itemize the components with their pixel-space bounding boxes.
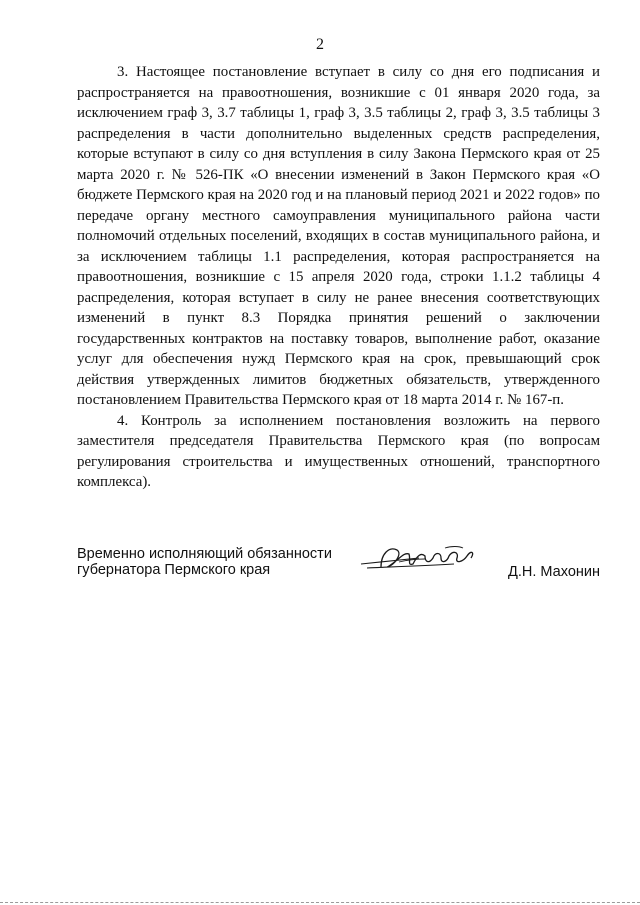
page-bottom-edge (0, 902, 640, 903)
handwritten-signature (359, 540, 479, 576)
paragraph-3: 3. Настоящее постановление вступает в силу со дня его подписания и распространяется на правоотношения, возникшие с 01 января 2020 года, за исключением граф 3, 3.7 таблицы 1, граф 3, 3.5 таблицы 2, граф 3, 3.5 таблицы 3 распределения в части дополнительно выделенных средств распределения, которые вступают в силу со дня вступления в силу Закона Пермского края от 25 марта 2020 г. № 526-ПК «О внесении изменений в Закон Пермского края «О бюджете Пермского края на 2020 год и на плановый период 2021 и 2022 годов» по передаче органу местного самоуправления муниципального района части полномочий отдельных поселений, входящих в состав муниципального района, и за исключением таблицы 1.1 распределения, которая распространяется на правоотношения, возникшие с 15 апреля 2020 года, строки 1.1.2 таблицы 4 распределения, которая вступает в силу не ранее внесения соответствующих изменений в пункт 8.3 Порядка принятия решений о заключении государственных контрактов на поставку товаров, выполнение работ, оказание услуг для обеспечения нужд Пермского края на срок, превышающий срок действия утвержденных лимитов бюджетных обязательств, утвержденного постановлением Правительства Пермского края от 18 марта 2014 г. № 167-п. (77, 64, 600, 408)
paragraph-4: 4. Контроль за исполнением постановления возложить на первого заместителя председателя Правительства Пермского края (по вопросам регулирования строительства и имущественных отношений, транспортного комплекса). (77, 412, 600, 490)
page-number: 2 (316, 36, 324, 53)
signature-block (77, 546, 600, 586)
document-body (77, 62, 600, 493)
signer-position: Временно исполняющий обязанности губернатора Пермского края (77, 546, 332, 578)
signer-name: Д.Н. Махонин (508, 564, 600, 580)
